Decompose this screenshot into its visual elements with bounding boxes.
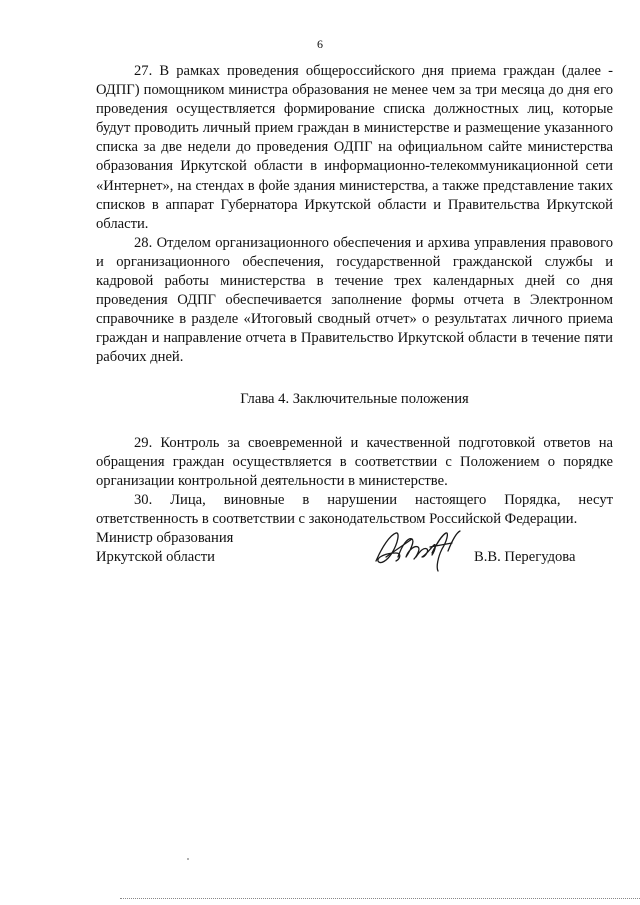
paragraph-30: 30. Лица, виновные в нарушении настоящего Порядка, несут ответственность в соответствии с законодательством Российской Федерации. bbox=[96, 491, 613, 527]
signer-title bbox=[96, 529, 233, 567]
paragraph-29: 29. Контроль за своевременной и качественной подготовкой ответов на обращения граждан осуществляется в соответствии с Положением о порядке организации контрольной деятельности в министерстве. bbox=[96, 434, 613, 489]
footer-scan-rule bbox=[120, 898, 640, 899]
page-number: 6 bbox=[317, 37, 323, 51]
signature-block bbox=[96, 529, 613, 589]
chapter-heading: Глава 4. Заключительные положения bbox=[240, 390, 469, 407]
signer-name: В.В. Перегудова bbox=[474, 549, 576, 565]
scan-artifact bbox=[187, 858, 189, 860]
document-body bbox=[96, 62, 613, 529]
handwritten-signature bbox=[372, 527, 464, 573]
paragraph-27: 27. В рамках проведения общероссийского дня приема граждан (далее - ОДПГ) помощником министра образования не менее чем за три месяца до дня его проведения осуществляется формирование списка должностных лиц, которые будут проводить личный прием граждан в министерстве и размещение указанного списка за две недели до проведения ОДПГ на официальном сайте министерства образования Иркутской области в информационно-телекоммуникационной сети «Интернет», на стендах в фойе здания министерства, а также представление таких списков в аппарат Губернатора Иркутской области и Правительства Иркутской области. bbox=[96, 63, 613, 232]
signer-title-line-1: Министр образования bbox=[96, 530, 234, 546]
signer-title-line-2: Иркутской области bbox=[96, 549, 215, 566]
paragraph-28: 28. Отделом организационного обеспечения и архива управления правового и организационного обеспечения, государственной гражданской службы и кадровой работы министерства в течение трех календарных дней со дня проведения ОДПГ обеспечивается заполнение формы отчета в Электронном справочнике в разделе «Итоговый сводный отчет» о результатах личного приема граждан и направление отчета в Правительство Иркутской области в течение пяти рабочих дней. bbox=[96, 234, 613, 366]
